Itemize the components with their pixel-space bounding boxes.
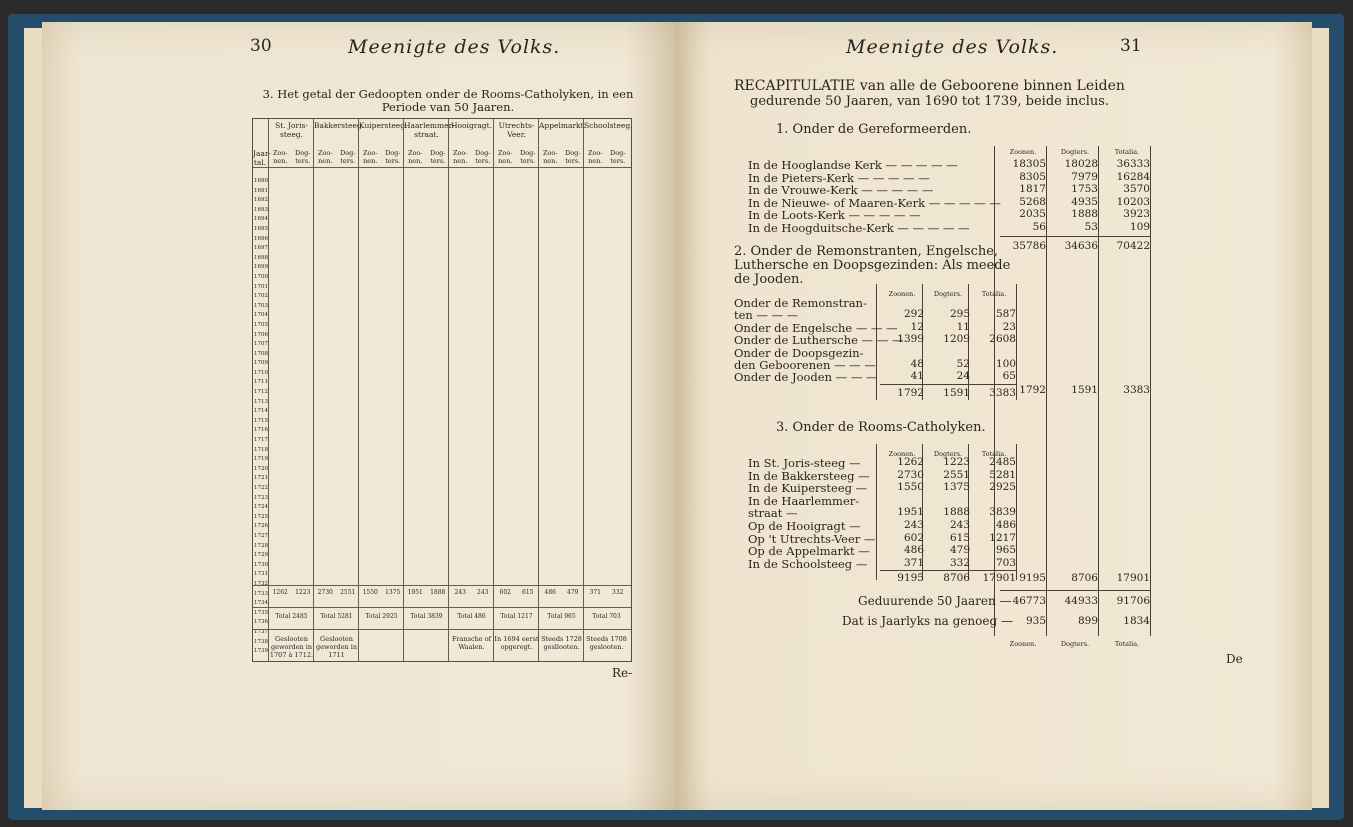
year-cell: 1694 <box>254 216 268 223</box>
table-rule <box>253 167 631 168</box>
section2-heading-2: Luthersche en Doopsgezinden: Als meede <box>734 258 1011 273</box>
dissenter-row-label: Onder de Engelsche — — — <box>734 320 898 335</box>
year-cell: 1713 <box>254 398 268 405</box>
reformed-sons: 56 <box>1032 221 1046 233</box>
reformed-daughters: 7979 <box>1071 170 1098 183</box>
dissenter-row-label: Onder de Remonstran- <box>734 296 867 310</box>
recap-title-line1: RECAPITULATIE van alle de Geboorene binnen Leiden <box>734 78 1125 94</box>
reformed-sons: 5268 <box>1019 195 1046 208</box>
dissenter-row-label: Onder de Luthersche — — — <box>734 333 904 348</box>
year-cell: 1726 <box>254 523 268 530</box>
reformed-total: 36333 <box>1116 158 1150 170</box>
reformed-total: 10203 <box>1116 195 1150 208</box>
reformed-row-label: In de Hoogduitsche-Kerk — — — — — <box>748 221 970 235</box>
reformed-daughters: 1753 <box>1071 183 1098 196</box>
reformed-row-label: In de Pieters-Kerk — — — — — <box>748 170 930 185</box>
sub-header-sons: Zoo-nen. <box>587 149 603 165</box>
footer-col-label: Totalia. <box>1114 640 1140 648</box>
column-total-sons: 486 <box>544 589 556 596</box>
dissenter-sons: 1399 <box>897 333 924 346</box>
column-total-daughters: 332 <box>612 589 624 596</box>
dissenter-carry-daughters: 1591 <box>1071 384 1098 396</box>
catholic-total: 2485 <box>989 456 1016 468</box>
summary-yearly-label: Dat is Jaarlyks na genoeg — <box>842 614 1013 628</box>
column-total-sons: 243 <box>454 589 466 596</box>
column-footnote: Steeds 1728 gesllooten. <box>541 635 582 651</box>
catholic-sum-daughters: 8706 <box>943 572 970 584</box>
column-rule <box>1098 146 1099 636</box>
catholic-row-label: Op 't Utrechts-Veer — <box>748 531 876 546</box>
section3-col-label: Dogters. <box>933 450 963 458</box>
sub-header-sons: Zoo-nen. <box>362 149 378 165</box>
catholic-sons: 486 <box>903 544 924 557</box>
column-divider <box>583 119 584 661</box>
section2-col-label: Totalia. <box>981 290 1007 298</box>
grand-sum-rule <box>1000 590 1150 591</box>
year-cell: 1712 <box>254 389 268 396</box>
column-grand-total: Total 2485 <box>275 613 308 620</box>
catholic-daughters: 243 <box>949 519 970 531</box>
year-cell: 1696 <box>254 235 268 242</box>
column-rule <box>1150 146 1151 636</box>
year-column-header: Jaar-tal. <box>253 149 272 167</box>
summary-50-years-label: Geduurende 50 Jaaren — <box>858 594 1012 608</box>
dissenter-sons: 48 <box>910 358 924 370</box>
year-cell: 1691 <box>254 187 268 194</box>
recap-title-line2: gedurende 50 Jaaren, van 1690 tot 1739, beide inclus. <box>750 94 1110 109</box>
catholic-daughters: 1888 <box>943 506 970 519</box>
catholic-row-label: In de Kuipersteeg — <box>748 481 868 496</box>
dissenter-daughters: 295 <box>949 308 970 321</box>
column-grand-total: Total 486 <box>457 613 486 620</box>
catholic-total: 3839 <box>989 506 1016 519</box>
year-cell: 1709 <box>254 360 268 367</box>
year-cell: 1718 <box>254 446 268 453</box>
year-cell: 1705 <box>254 321 268 328</box>
column-footnote: Fransche of Waalen. <box>451 635 492 651</box>
sub-header-daughters: Dog-ters. <box>565 149 581 165</box>
dissenter-total: 100 <box>995 358 1016 370</box>
column-header: Bakkersteeg. <box>314 121 365 130</box>
sub-header-sons: Zoo-nen. <box>407 149 423 165</box>
dissenter-total: 23 <box>1002 320 1016 333</box>
reformed-sum-total: 70422 <box>1116 240 1150 252</box>
sub-header-daughters: Dog-ters. <box>475 149 491 165</box>
dissenter-sum-daughters: 1591 <box>943 387 970 399</box>
column-label-2: Totalia. <box>1114 148 1140 156</box>
column-divider <box>313 119 314 661</box>
column-total-sons: 1262 <box>272 589 288 596</box>
column-header: Utrechts-Veer. <box>498 121 535 139</box>
reformed-daughters: 1888 <box>1071 208 1098 221</box>
dissenter-sons: 292 <box>903 308 924 321</box>
catholic-row-label: In de Bakkersteeg — <box>748 468 870 483</box>
dissenter-total: 65 <box>1002 370 1016 383</box>
left-catchword: Re- <box>612 666 633 680</box>
year-cell: 1739 <box>254 648 268 655</box>
column-header: Kuipersteeg. <box>359 121 408 130</box>
column-grand-total: Total 703 <box>592 613 621 620</box>
catholic-row-label: In de Schoolsteeg — <box>748 556 868 571</box>
column-footnote: Geslooten geworden in 1711 <box>315 635 358 659</box>
sub-header-sons: Zoo-nen. <box>542 149 558 165</box>
catholic-row-label: In St. Joris-steeg — <box>748 456 861 470</box>
right-catchword: De <box>1226 652 1243 666</box>
summary-50-years-total: 91706 <box>1116 595 1150 607</box>
catholic-total: 2925 <box>989 481 1016 494</box>
year-cell: 1703 <box>254 302 268 309</box>
year-cell: 1704 <box>254 312 268 319</box>
section3-rule <box>876 444 877 580</box>
column-footnote: Steeds 1708 geslooten. <box>586 635 627 651</box>
reformed-sons: 2035 <box>1019 208 1046 221</box>
year-cell: 1701 <box>254 283 268 290</box>
year-cell: 1738 <box>254 638 268 645</box>
column-grand-total: Total 5281 <box>320 613 353 620</box>
reformed-daughters: 4935 <box>1071 195 1098 208</box>
column-total-sons: 2730 <box>317 589 333 596</box>
column-divider <box>493 119 494 661</box>
year-cell: 1720 <box>254 465 268 472</box>
reformed-total: 3570 <box>1123 183 1150 196</box>
column-total-daughters: 1888 <box>430 589 446 596</box>
catholic-sons: 1951 <box>897 506 924 519</box>
column-total-sons: 1550 <box>362 589 378 596</box>
section2-rule <box>1016 284 1017 400</box>
column-total-daughters: 479 <box>567 589 579 596</box>
sub-header-sons: Zoo-nen. <box>272 149 288 165</box>
section2-heading-3: de Jooden. <box>734 272 804 287</box>
catholic-sons: 371 <box>903 556 924 569</box>
column-total-daughters: 2551 <box>340 589 356 596</box>
catholic-daughters: 615 <box>949 531 970 544</box>
column-header: Hooigragt. <box>450 121 493 130</box>
dissenter-daughters: 11 <box>956 320 970 333</box>
sub-header-daughters: Dog-ters. <box>385 149 401 165</box>
year-cell: 1700 <box>254 273 268 280</box>
column-total-daughters: 615 <box>522 589 534 596</box>
footer-col-label: Zoonen. <box>1009 640 1037 648</box>
year-cell: 1714 <box>254 408 268 415</box>
dissenter-sons: 41 <box>910 370 924 383</box>
summary-yearly-total: 1834 <box>1123 615 1150 627</box>
dissenter-row-label: ten — — — <box>734 308 799 323</box>
dissenter-sum-total: 3383 <box>989 387 1016 399</box>
table-rule <box>253 585 631 586</box>
catholic-sons: 243 <box>903 519 924 531</box>
column-header: Haarlemmer-straat. <box>404 121 455 139</box>
catholic-total: 965 <box>995 544 1016 557</box>
dissenter-carry-sons: 1792 <box>1019 384 1046 396</box>
year-cell: 1710 <box>254 369 268 376</box>
footer-col-label: Dogters. <box>1060 640 1090 648</box>
column-total-daughters: 243 <box>477 589 489 596</box>
right-running-header: Meenigte des Volks. <box>846 36 1059 58</box>
year-cell: 1734 <box>254 600 268 607</box>
dissenter-sons: 12 <box>910 320 924 333</box>
year-cell: 1723 <box>254 494 268 501</box>
catholic-sons: 1550 <box>897 481 924 494</box>
column-total-daughters: 1375 <box>385 589 401 596</box>
year-cell: 1721 <box>254 475 268 482</box>
column-label-1: Dogters. <box>1060 148 1090 156</box>
sub-header-daughters: Dog-ters. <box>295 149 311 165</box>
column-header: St. Joris-steeg. <box>275 121 308 139</box>
column-header: Schoolsteeg. <box>584 121 633 130</box>
year-cell: 1715 <box>254 417 268 424</box>
catholic-sons: 602 <box>903 531 924 544</box>
left-running-header: Meenigte des Volks. <box>348 36 561 58</box>
column-header: Appelmarkt. <box>539 121 586 130</box>
year-cell: 1722 <box>254 485 268 491</box>
section3-col-label: Totalia. <box>981 450 1007 458</box>
column-grand-total: Total 3839 <box>410 613 443 620</box>
column-divider <box>403 119 404 661</box>
column-divider <box>448 119 449 661</box>
year-cell: 1699 <box>254 264 268 271</box>
table-rule <box>253 629 631 630</box>
reformed-daughters: 18028 <box>1064 158 1098 170</box>
sub-header-sons: Zoo-nen. <box>452 149 468 165</box>
summary-50-years-sons: 46773 <box>1012 595 1046 607</box>
dissenter-row-label: Onder de Doopsgezin- <box>734 345 864 360</box>
column-divider <box>538 119 539 661</box>
summary-yearly-daughters: 899 <box>1077 615 1098 627</box>
reformed-daughters: 53 <box>1084 221 1098 233</box>
year-cell: 1702 <box>254 293 268 300</box>
catholic-carry-sons: 9195 <box>1019 572 1046 584</box>
year-cell: 1733 <box>254 590 268 597</box>
section3-heading: 3. Onder de Rooms-Catholyken. <box>776 420 986 435</box>
section2-col-label: Dogters. <box>933 290 963 298</box>
dissenter-daughters: 24 <box>956 370 970 383</box>
column-total-sons: 1951 <box>407 589 423 596</box>
year-cell: 1717 <box>254 437 268 444</box>
section2-sum-rule <box>880 384 1016 385</box>
column-total-sons: 602 <box>499 589 511 596</box>
section1-heading: 1. Onder de Gereformeerden. <box>776 122 972 137</box>
year-cell: 1706 <box>254 331 268 338</box>
catholic-daughters: 479 <box>949 544 970 557</box>
section2-heading-1: 2. Onder de Remonstranten, Engelsche, <box>734 244 999 259</box>
catholic-row-label: Op de Appelmarkt — <box>748 544 870 559</box>
column-footnote: Geslooten geworden in 1707 à 1712. <box>269 635 314 659</box>
reformed-total: 16284 <box>1116 170 1150 183</box>
left-page-number: 30 <box>250 36 272 56</box>
reformed-row-label: In de Hooglandse Kerk — — — — — <box>748 158 958 172</box>
year-cell: 1692 <box>254 197 268 204</box>
catholic-total: 5281 <box>989 468 1016 481</box>
year-cell: 1695 <box>254 225 268 232</box>
catholic-sons: 2730 <box>897 468 924 481</box>
year-cell: 1719 <box>254 456 268 463</box>
table-rule <box>253 607 631 608</box>
dissenter-sum-sons: 1792 <box>897 387 924 399</box>
catholic-total: 486 <box>995 519 1016 531</box>
column-rule <box>1046 146 1047 636</box>
year-cell: 1735 <box>254 609 268 616</box>
year-cell: 1729 <box>254 552 268 559</box>
dissenter-carry-total: 3383 <box>1123 384 1150 396</box>
catholic-daughters: 1223 <box>943 456 970 468</box>
catholic-daughters: 1375 <box>943 481 970 494</box>
dissenter-row-label: den Geboorenen — — — <box>734 358 876 372</box>
summary-yearly-sons: 935 <box>1025 615 1046 627</box>
year-cell: 1708 <box>254 350 268 357</box>
page-edges-right <box>1309 28 1329 808</box>
year-cell: 1725 <box>254 513 268 520</box>
column-grand-total: Total 1217 <box>500 613 533 620</box>
section3-col-label: Zoonen. <box>888 450 916 458</box>
column-divider <box>268 119 269 661</box>
sub-header-sons: Zoo-nen. <box>497 149 513 165</box>
section3-sum-rule <box>880 570 1016 571</box>
section3-rule <box>1016 444 1017 580</box>
sum-rule <box>1000 236 1150 237</box>
year-cell: 1737 <box>254 628 268 635</box>
year-cell: 1727 <box>254 532 268 539</box>
catholic-row-label: In de Haarlemmer- <box>748 493 860 508</box>
sub-header-sons: Zoo-nen. <box>317 149 333 165</box>
sub-header-daughters: Dog-ters. <box>340 149 356 165</box>
dissenter-row-label: Onder de Jooden — — — <box>734 370 878 385</box>
column-divider <box>358 119 359 661</box>
column-total-sons: 371 <box>589 589 601 596</box>
column-footnote: In 1694 eerst opgeregt. <box>494 635 539 651</box>
reformed-total: 109 <box>1129 221 1150 233</box>
year-cell: 1736 <box>254 619 268 626</box>
catholic-sum-sons: 9195 <box>897 572 924 584</box>
catholic-row-label: Op de Hooigragt — <box>748 519 861 533</box>
section2-col-label: Zoonen. <box>888 290 916 298</box>
sub-header-daughters: Dog-ters. <box>610 149 626 165</box>
year-cell: 1732 <box>254 580 268 587</box>
catholic-carry-total: 17901 <box>1116 572 1150 584</box>
year-cell: 1711 <box>254 379 268 386</box>
sub-header-daughters: Dog-ters. <box>520 149 536 165</box>
year-cell: 1693 <box>254 206 268 213</box>
reformed-sons: 1817 <box>1019 183 1046 196</box>
column-label-0: Zoonen. <box>1009 148 1037 156</box>
dissenter-total: 2608 <box>989 333 1016 346</box>
year-cell: 1730 <box>254 561 268 568</box>
dissenter-daughters: 52 <box>956 358 970 370</box>
baptism-table <box>252 118 632 662</box>
catholic-row-label: straat — <box>748 506 798 521</box>
column-total-daughters: 1223 <box>295 589 311 596</box>
reformed-row-label: In de Nieuwe- of Maaren-Kerk — — — — — <box>748 195 1001 210</box>
reformed-sons: 18305 <box>1012 158 1046 170</box>
catholic-daughters: 2551 <box>943 468 970 481</box>
column-grand-total: Total 965 <box>547 613 576 620</box>
catholic-daughters: 332 <box>949 556 970 569</box>
dissenter-daughters: 1209 <box>943 333 970 346</box>
reformed-sons: 8305 <box>1019 170 1046 183</box>
reformed-row-label: In de Loots-Kerk — — — — — <box>748 208 921 223</box>
year-cell: 1728 <box>254 542 268 549</box>
reformed-sum-sons: 35786 <box>1012 240 1046 252</box>
year-cell: 1697 <box>254 245 268 252</box>
page-edges-left <box>24 28 44 808</box>
year-cell: 1690 <box>254 178 268 184</box>
year-cell: 1698 <box>254 254 268 261</box>
year-cell: 1731 <box>254 571 268 578</box>
column-grand-total: Total 2925 <box>365 613 398 620</box>
summary-50-years-daughters: 44933 <box>1064 595 1098 607</box>
year-cell: 1707 <box>254 341 268 348</box>
reformed-total: 3923 <box>1123 208 1150 221</box>
right-page-number: 31 <box>1120 36 1142 56</box>
dissenter-total: 587 <box>995 308 1016 321</box>
sub-header-daughters: Dog-ters. <box>430 149 446 165</box>
catholic-total: 703 <box>995 556 1016 569</box>
year-cell: 1716 <box>254 427 268 434</box>
catholic-sum-total: 17901 <box>982 572 1016 584</box>
left-table-title: 3. Het getal der Gedoopten onder de Rooms-Catholyken, in een Periode van 50 Jaaren. <box>262 87 634 114</box>
catholic-sons: 1262 <box>897 456 924 468</box>
year-cell: 1724 <box>254 504 268 511</box>
catholic-carry-daughters: 8706 <box>1071 572 1098 584</box>
reformed-row-label: In de Vrouwe-Kerk — — — — — <box>748 183 934 198</box>
catholic-total: 1217 <box>989 531 1016 544</box>
reformed-sum-daughters: 34636 <box>1064 240 1098 252</box>
